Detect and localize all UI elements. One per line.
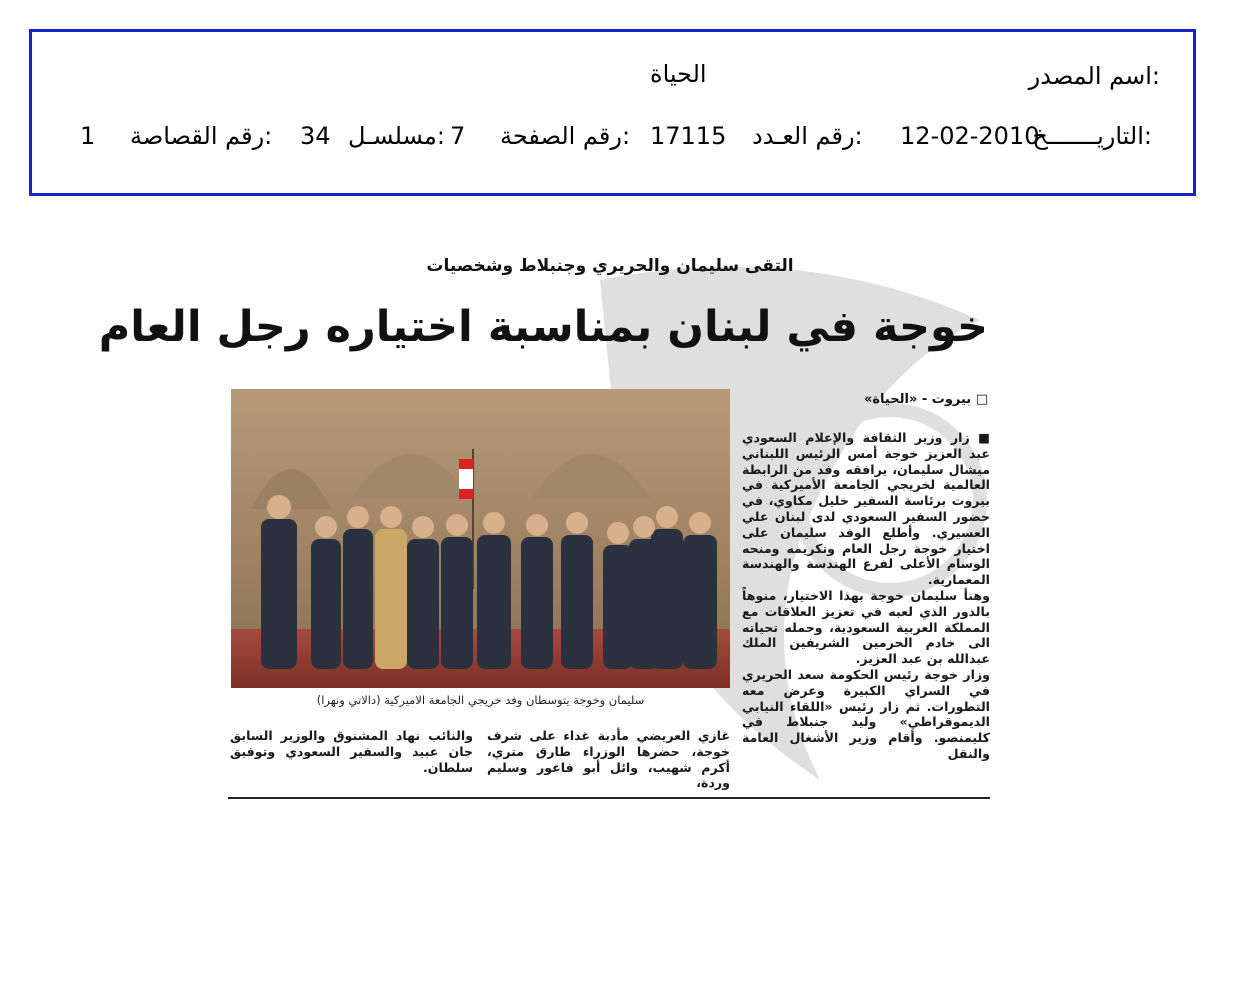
clip-value: 1 <box>80 122 96 150</box>
issue-value: 17115 <box>650 122 727 150</box>
date-label: التاريـــــــخ: <box>1032 122 1152 150</box>
article-column-left <box>230 728 473 775</box>
date-value: 12-02-2010 <box>900 122 1040 150</box>
article-paragraph: ■ زار وزير الثقافة والإعلام السعودي عبد العزيز خوجة أمس الرئيس اللبناني ميشال سليمان، يرافقه وفد من الرابطة العالمية لخريجي الجامعة الأميركية في بيروت برئاسة السفير خليل مكاوي، في حضور السفير السعودي لدى لبنان علي العسيري. وأطلع الوفد سليمان على اختيار خوجة رجل العام وتكريمه ومنحه الوسام الأعلى لفرع الهندسة والهندسة المعمارية. <box>742 430 990 588</box>
source-value: الحياة <box>650 60 707 88</box>
page-label: رقم الصفحة: <box>500 122 631 150</box>
source-label: اسم المصدر: <box>1028 62 1160 90</box>
issue-label: رقم العـدد: <box>752 122 863 150</box>
article-kicker: التقى سليمان والحريري وجنبلاط وشخصيات <box>426 256 794 276</box>
photo-caption: سليمان وخوجة يتوسطان وفد خريجي الجامعة الاميركية (دالاتي ونهرا) <box>316 693 645 707</box>
article-column-middle <box>487 728 730 791</box>
clip-label: رقم القصاصة: <box>130 122 273 150</box>
article-paragraph: وهنأ سليمان خوجة بهذا الاختيار، منوهاً بالدور الذي لعبه في تعزيز العلاقات مع المملكة العربية السعودية، وحمله تحياته الى خادم الحرمين الشريفين الملك عبدالله بن عبد العزيز. <box>742 587 990 667</box>
article-paragraph: غازي العريضي مأدبة غداء على شرف خوجة، حضرها الوزراء طارق متري، أكرم شهيب، وائل أبو فاعور وسليم وردة، <box>487 728 730 791</box>
article-bottom-rule <box>228 797 990 799</box>
page-value: 7 <box>450 122 466 150</box>
article-paragraph: وزار خوجة رئيس الحكومة سعد الحريري في السراي الكبيرة وعرض معه التطورات. ثم زار رئيس «اللقاء النيابي الديموقراطي» وليد جنبلاط في كليمنصو. وأقام وزير الأشغال العامة والنقل <box>742 666 990 761</box>
article-byline: □ بيروت - «الحياة» <box>863 392 988 407</box>
serial-value: 34 <box>300 122 331 150</box>
clipping-metadata-box <box>29 29 1196 196</box>
serial-label: مسلسـل: <box>348 122 445 150</box>
article-column-right <box>742 430 990 762</box>
article-photo <box>231 389 730 688</box>
article-paragraph: والنائب نهاد المشنوق والوزير السابق جان عبيد والسفير السعودي وتوفيق سلطان. <box>230 728 473 775</box>
article-headline: خوجة في لبنان بمناسبة اختياره رجل العام <box>98 302 988 352</box>
